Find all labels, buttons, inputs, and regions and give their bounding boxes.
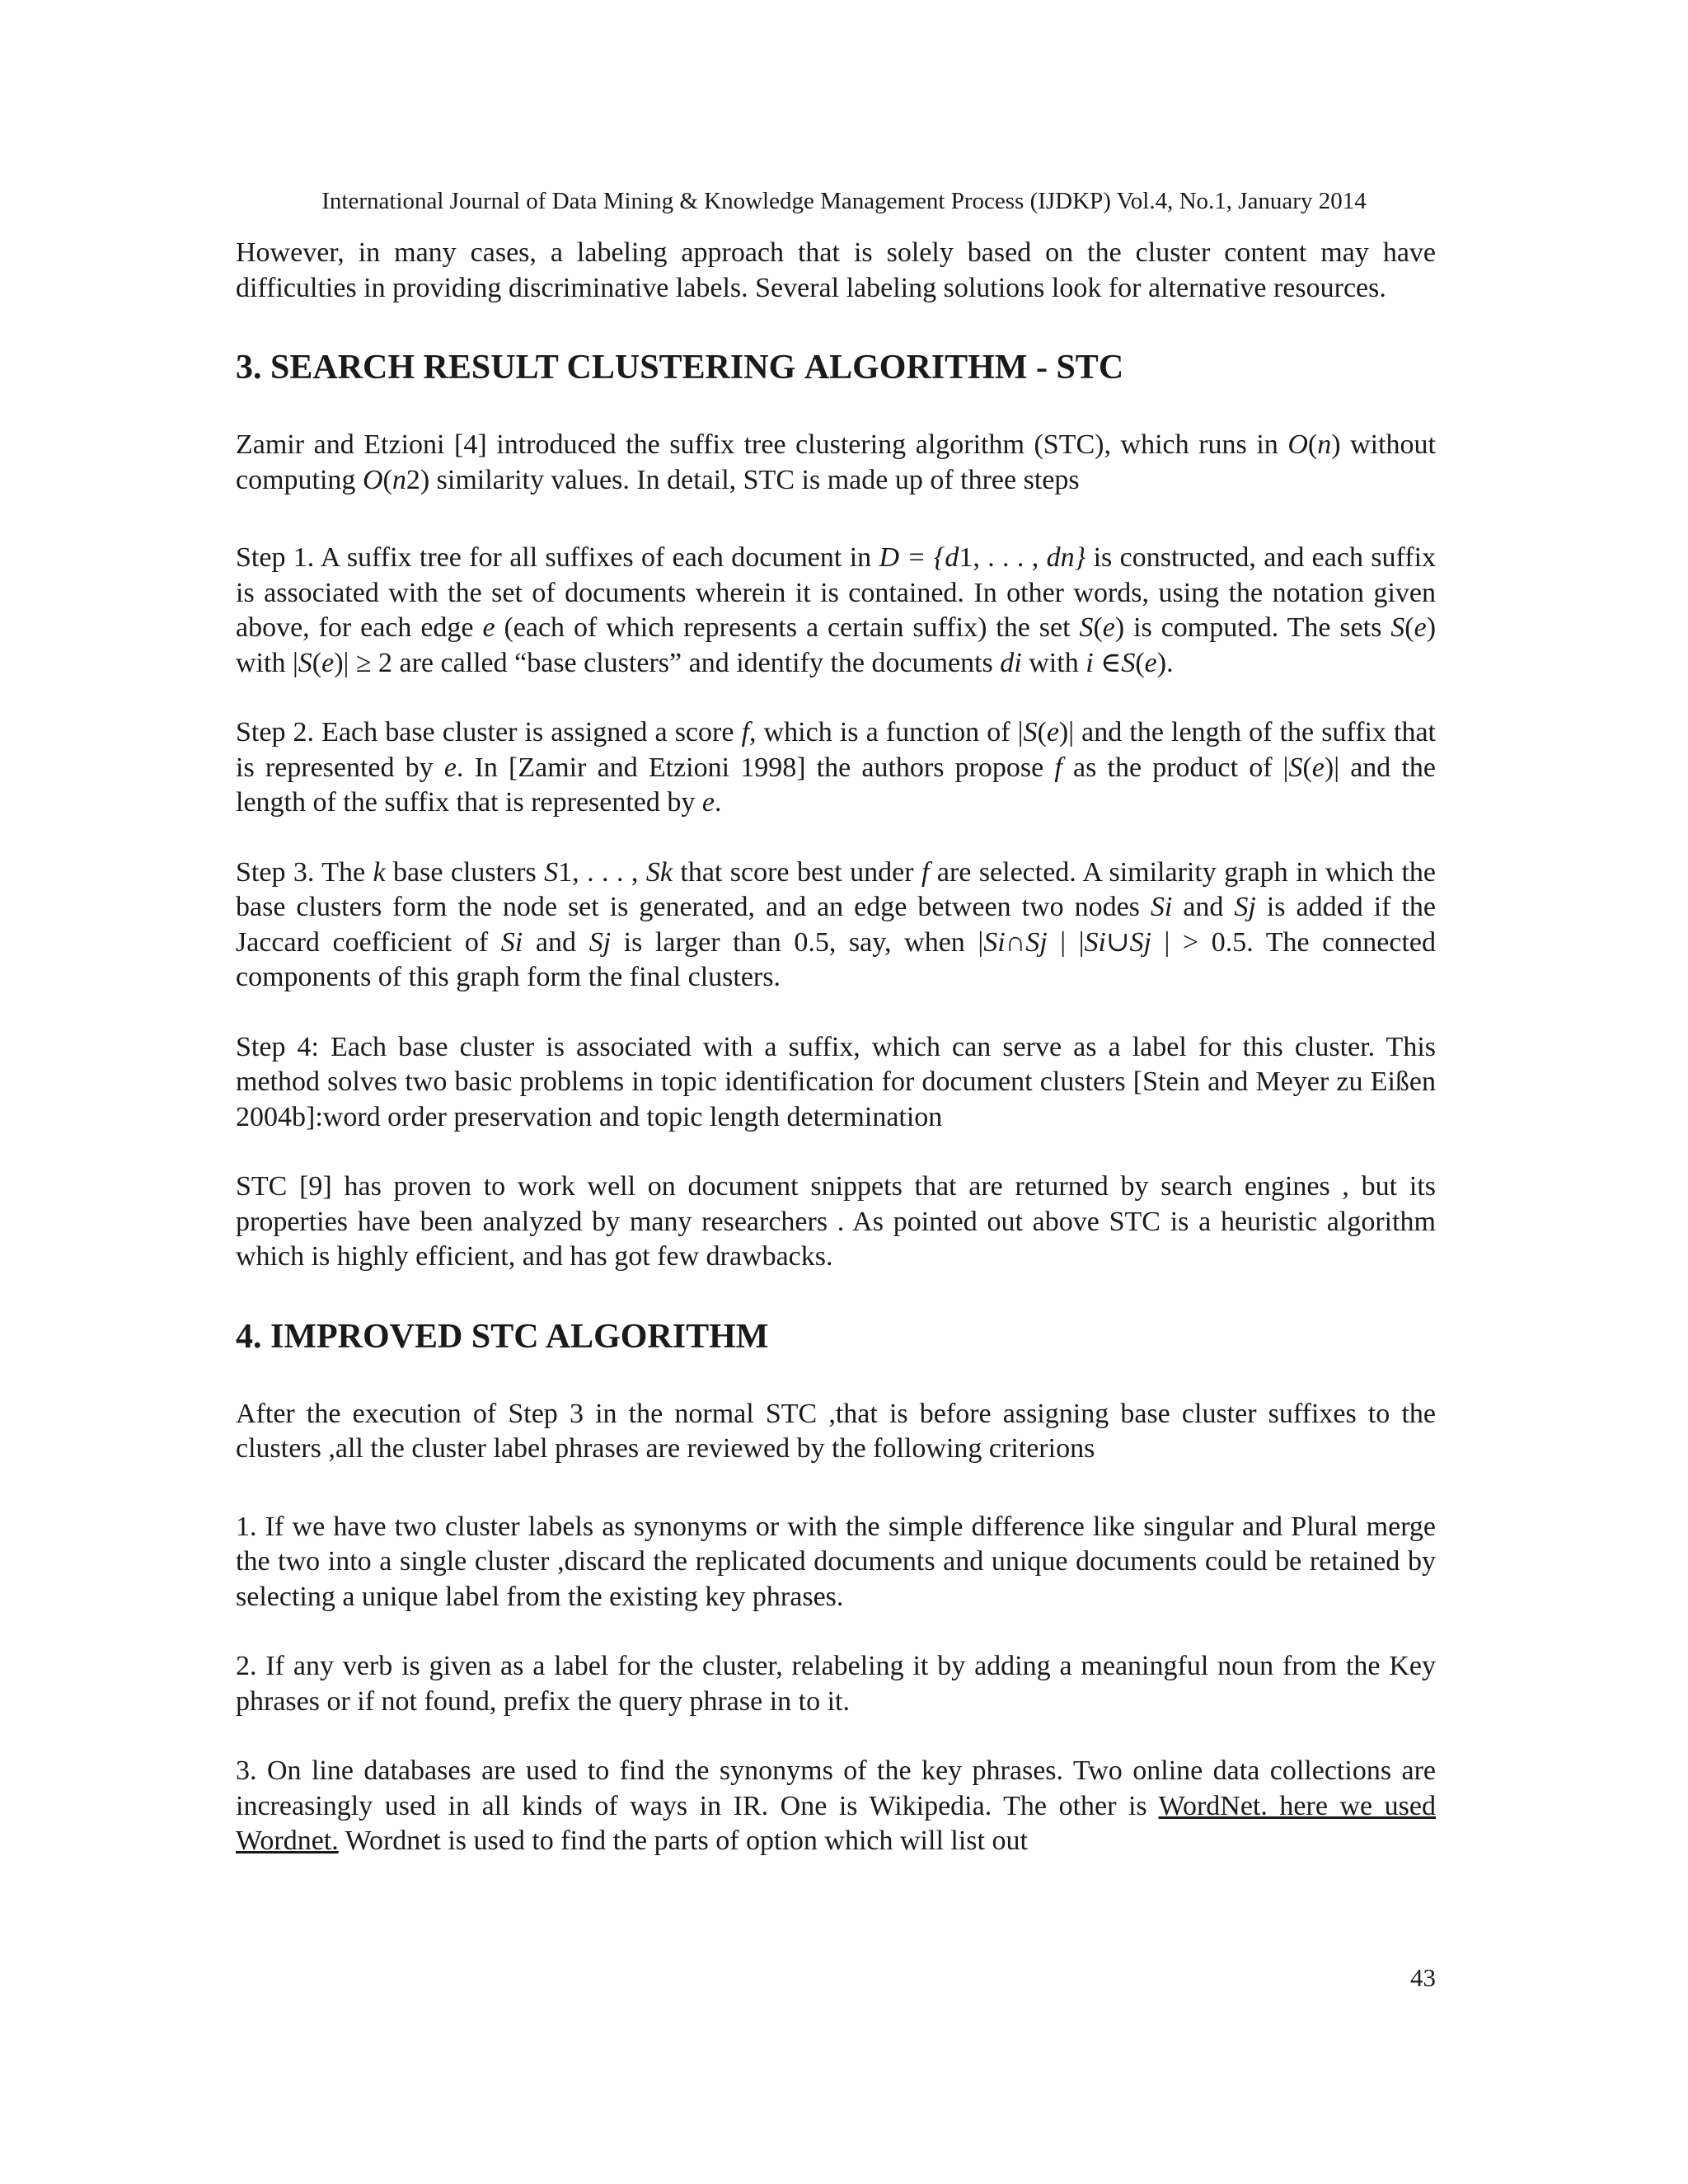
section-3-heading: 3. SEARCH RESULT CLUSTERING ALGORITHM - STC xyxy=(236,349,1124,387)
criterion-3-paragraph: 3. On line databases are used to find the synonyms of the key phrases. Two online data collections are increasingly used in all kinds of ways in IR. One is Wikipedia. The other is WordNet. here we used Wordnet. Wordnet is used to find the parts of option which will list out xyxy=(236,1755,1436,1856)
page-content xyxy=(236,236,1436,1859)
section-3-intro-paragraph: Zamir and Etzioni [4] introduced the suffix tree clustering algorithm (STC), which runs in O(n) without computing O(n2) similarity values. In detail, STC is made up of three steps xyxy=(236,429,1436,495)
step-1-paragraph: Step 1. A suffix tree for all suffixes of each document in D = {d1, . . . , dn} is constructed, and each suffix is associated with the set of documents wherein it is contained. In other words, using the notation given above, for each edge e (each of which represents a certain suffix) the set S(e) is computed. The sets S(e) with |S(e)| ≥ 2 are called “base clusters” and identify the documents di with i ∈S(e). xyxy=(236,542,1437,678)
wordnet-link[interactable]: WordNet. here we used Wordnet. xyxy=(236,1790,1436,1856)
page-number: 43 xyxy=(1410,1963,1436,1992)
section-4-heading: 4. IMPROVED STC ALGORITHM xyxy=(236,1317,769,1356)
criterion-1-paragraph: 1. If we have two cluster labels as synonyms or with the simple difference like singular and Plural merge the two into a single cluster ,discard the replicated documents and unique documents could be retained by selecting a unique label from the existing key phrases. xyxy=(236,1511,1436,1612)
criterion-2-paragraph: 2. If any verb is given as a label for the cluster, relabeling it by adding a meaningful noun from the Key phrases or if not found, prefix the query phrase in to it. xyxy=(236,1651,1436,1717)
section-4-intro-paragraph: After the execution of Step 3 in the normal STC ,that is before assigning base cluster suffixes to the clusters ,all the cluster label phrases are reviewed by the following criterions xyxy=(236,1398,1436,1464)
intro-paragraph: However, in many cases, a labeling approach that is solely based on the cluster content may have difficulties in providing discriminative labels. Several labeling solutions look for alternative resources. xyxy=(236,237,1436,303)
stc-properties-paragraph: STC [9] has proven to work well on document snippets that are returned by search engines , but its properties have been analyzed by many researchers . As pointed out above STC is a heuristic algorithm which is highly efficient, and has got few drawbacks. xyxy=(236,1171,1436,1272)
step-2-paragraph: Step 2. Each base cluster is assigned a score f, which is a function of |S(e)| and the length of the suffix that is represented by e. In [Zamir and Etzioni 1998] the authors propose f as the product of |S(e)| and the length of the suffix that is represented by e. xyxy=(236,717,1437,818)
step-3-paragraph: Step 3. The k base clusters S1, . . . , Sk that score best under f are selected. A similarity graph in which the base clusters form the node set is generated, and an edge between two nodes Si and Sj is added if the Jaccard coefficient of Si and Sj is larger than 0.5, say, when |Si∩Sj | |Si∪Sj | > 0.5. The connected components of this graph form the final clusters. xyxy=(236,856,1437,992)
step-4-paragraph: Step 4: Each base cluster is associated with a suffix, which can serve as a label for this cluster. This method solves two basic problems in topic identification for document clusters [Stein and Meyer zu Eißen 2004b]:word order preservation and topic length determination xyxy=(236,1031,1436,1132)
running-header: International Journal of Data Mining & Knowledge Management Process (IJDKP) Vol.4, No.1, January 2014 xyxy=(321,188,1367,214)
